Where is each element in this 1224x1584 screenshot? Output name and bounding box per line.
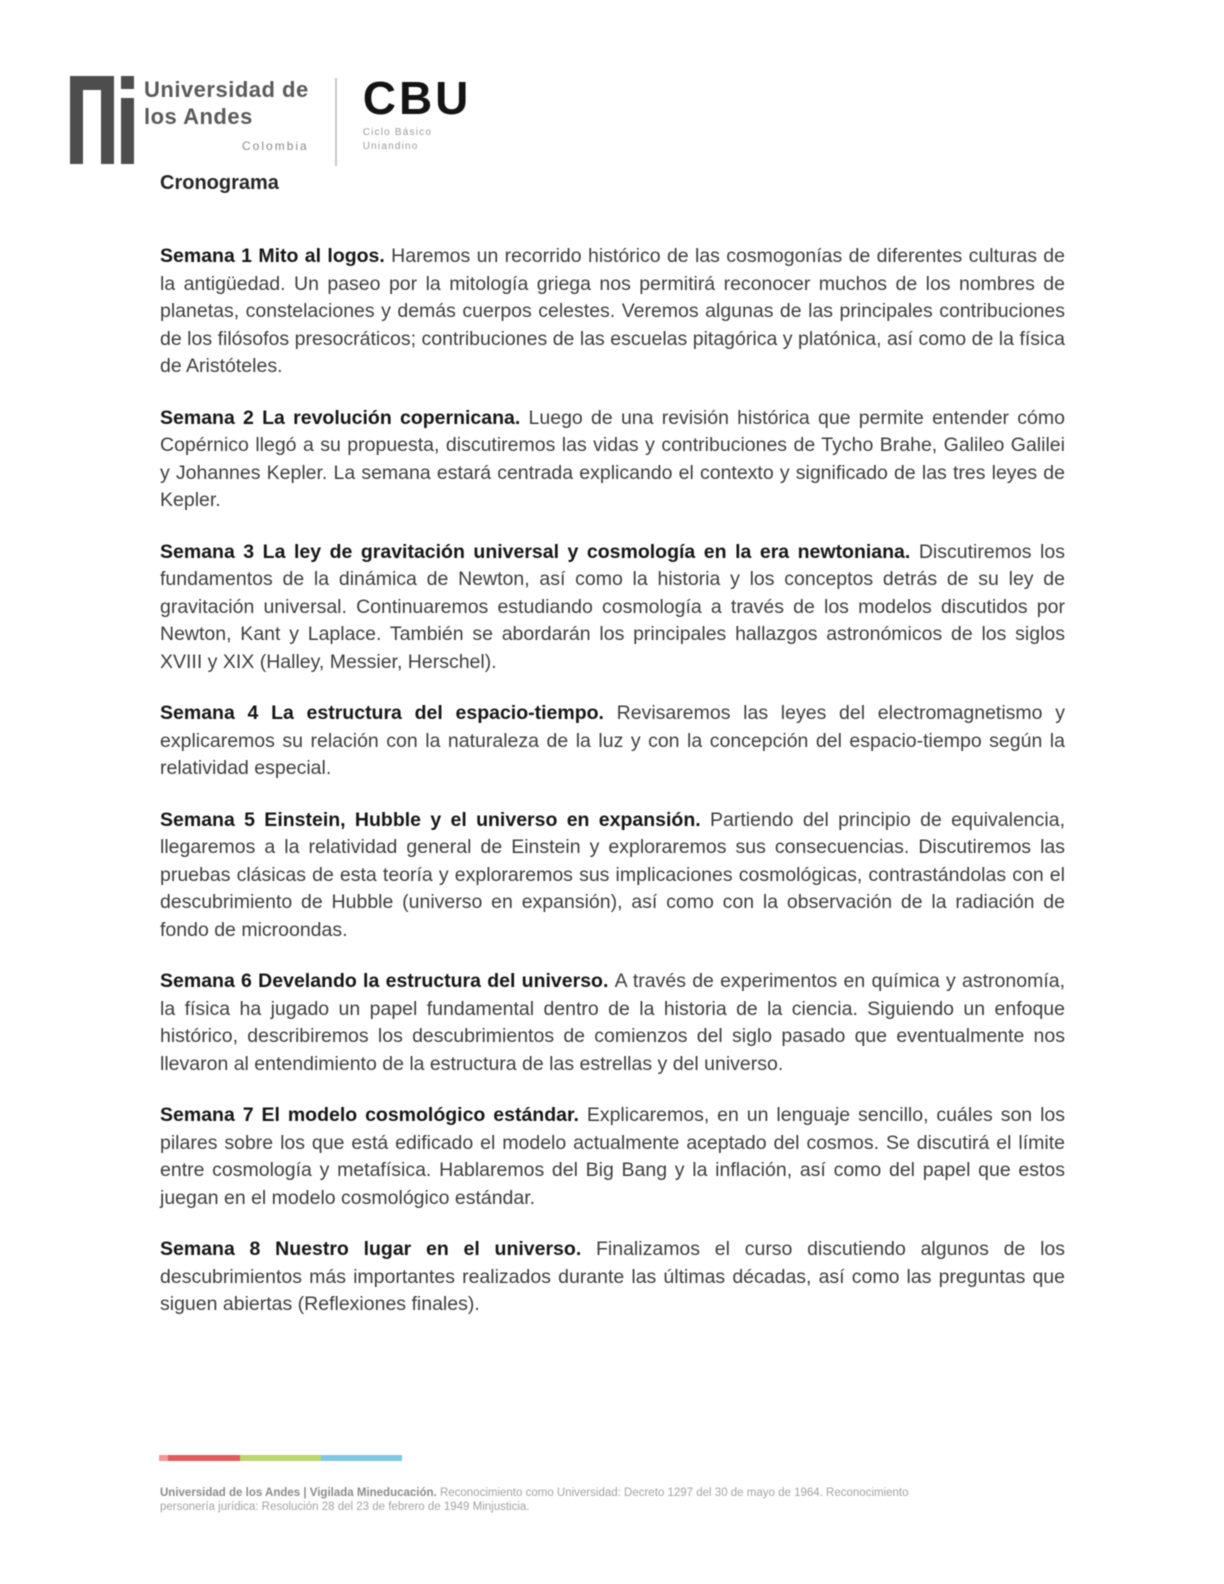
week-4-description: Revisaremos las leyes del electromagnetismo y explicaremos su relación con la naturaleza de la luz y con la concepción del espacio-tiempo según la relatividad especial. (160, 702, 1065, 779)
university-name-line1: Universidad de (144, 77, 309, 102)
footer-brand-bar (159, 1455, 402, 1461)
university-name-line2: los Andes (144, 104, 253, 129)
schedule-body (160, 243, 1065, 1343)
uniandes-logo-icon (70, 76, 134, 164)
week-6-description: A través de experimentos en química y astronomía, la física ha jugado un papel fundamental dentro de la historia de la ciencia. Siguiendo un enfoque histórico, describiremos los descubrimientos de comienzos del siglo pasado que eventualmente nos llevaron al entendimiento de la estructura de las estrellas y del universo. (160, 970, 1065, 1075)
footer-bar-cap-segment (159, 1455, 168, 1461)
university-country-label: Colombia (242, 139, 309, 153)
page-title: Cronograma (160, 172, 279, 194)
week-6-lead: Semana 6 Develando la estructura del universo. (160, 970, 615, 992)
week-1-lead: Semana 1 Mito al logos. (160, 245, 392, 267)
footer-bar-blue-segment (321, 1455, 402, 1461)
week-7-paragraph (160, 1102, 1065, 1212)
cbu-subtitle-line1: Ciclo Básico (362, 127, 433, 138)
week-4-paragraph (160, 700, 1065, 783)
footer-legal-bold: Universidad de los Andes | Vigilada Mineducación. (160, 1487, 440, 1499)
week-7-description: Explicaremos, en un lenguaje sencillo, cuáles son los pilares sobre los que está edificado el modelo actualmente aceptado del cosmos. Se discutirá el límite entre cosmología y metafísica. Hablaremos del Big Bang y la inflación, así como del papel que estos juegan en el modelo cosmológico estándar. (160, 1104, 1065, 1209)
week-2-paragraph (160, 405, 1065, 515)
footer-bar-red-segment (168, 1455, 240, 1461)
document-header (70, 72, 472, 166)
uniandes-logo-text (144, 76, 309, 153)
cbu-acronym: CBU (362, 72, 472, 124)
footer-legal-rest: Reconocimiento como Universidad: Decreto 1297 del 30 de mayo de 1964. Reconocimiento personería jurídica: Resolución 28 del 23 de febrero de 1949 Minjusticia. (160, 1487, 909, 1513)
cbu-subtitle-line2: Uniandino (362, 141, 419, 152)
week-1-paragraph (160, 243, 1065, 381)
week-6-paragraph (160, 968, 1065, 1078)
week-3-description: Discutiremos los fundamentos de la dinámica de Newton, así como la historia y los conceptos detrás de su ley de gravitación universal. Continuaremos estudiando cosmología a través de los modelos discutidos por Newton, Kant y Laplace. También se abordarán los principales hallazgos astronómicos de los siglos XVIII y XIX (Halley, Messier, Herschel). (160, 540, 1065, 673)
week-8-description: Finalizamos el curso discutiendo algunos de los descubrimientos más importantes realizados durante las últimas décadas, así como las preguntas que siguen abiertas (Reflexiones finales). (160, 1238, 1066, 1315)
week-3-paragraph (160, 539, 1065, 677)
cbu-logo (362, 72, 472, 154)
week-4-lead: Semana 4 La estructura del espacio-tiempo. (160, 702, 617, 724)
week-8-lead: Semana 8 Nuestro lugar en el universo. (160, 1238, 596, 1260)
week-5-paragraph (160, 807, 1065, 945)
week-5-lead: Semana 5 Einstein, Hubble y el universo en expansión. (160, 808, 711, 831)
week-2-description: Luego de una revisión histórica que permite entender cómo Copérnico llegó a su propuesta, discutiremos las vidas y contribuciones de Tycho Brahe, Galileo Galilei y Johannes Kepler. La semana estará centrada explicando el contexto y significado de las tres leyes de Kepler. (160, 406, 1065, 511)
footer-legal-text (160, 1486, 930, 1514)
footer-bar-green-segment (240, 1455, 321, 1461)
week-2-lead: Semana 2 La revolución copernicana. (160, 406, 529, 429)
week-7-lead: Semana 7 El modelo cosmológico estándar. (160, 1104, 587, 1126)
week-8-paragraph (160, 1236, 1065, 1319)
week-3-lead: Semana 3 La ley de gravitación universal y cosmología en la era newtoniana. (160, 540, 919, 563)
uniandes-logo (70, 76, 309, 164)
week-5-description: Partiendo del principio de equivalencia, llegaremos a la relatividad general de Einstein y exploraremos sus consecuencias. Discutiremos las pruebas clásicas de esta teoría y exploraremos sus implicaciones cosmológicas, contrastándolas con el descubrimiento de Hubble (universo en expansión), así como con la observación de la radiación de fondo de microondas. (160, 808, 1065, 941)
header-divider (335, 78, 337, 166)
week-1-description: Haremos un recorrido histórico de las cosmogonías de diferentes culturas de la antigüedad. Un paseo por la mitología griega nos permitirá reconocer muchos de los nombres de planetas, constelaciones y demás cuerpos celestes. Veremos algunas de las principales contribuciones de los filósofos presocráticos; contribuciones de las escuelas pitagórica y platónica, así como de la física de Aristóteles. (160, 245, 1065, 377)
